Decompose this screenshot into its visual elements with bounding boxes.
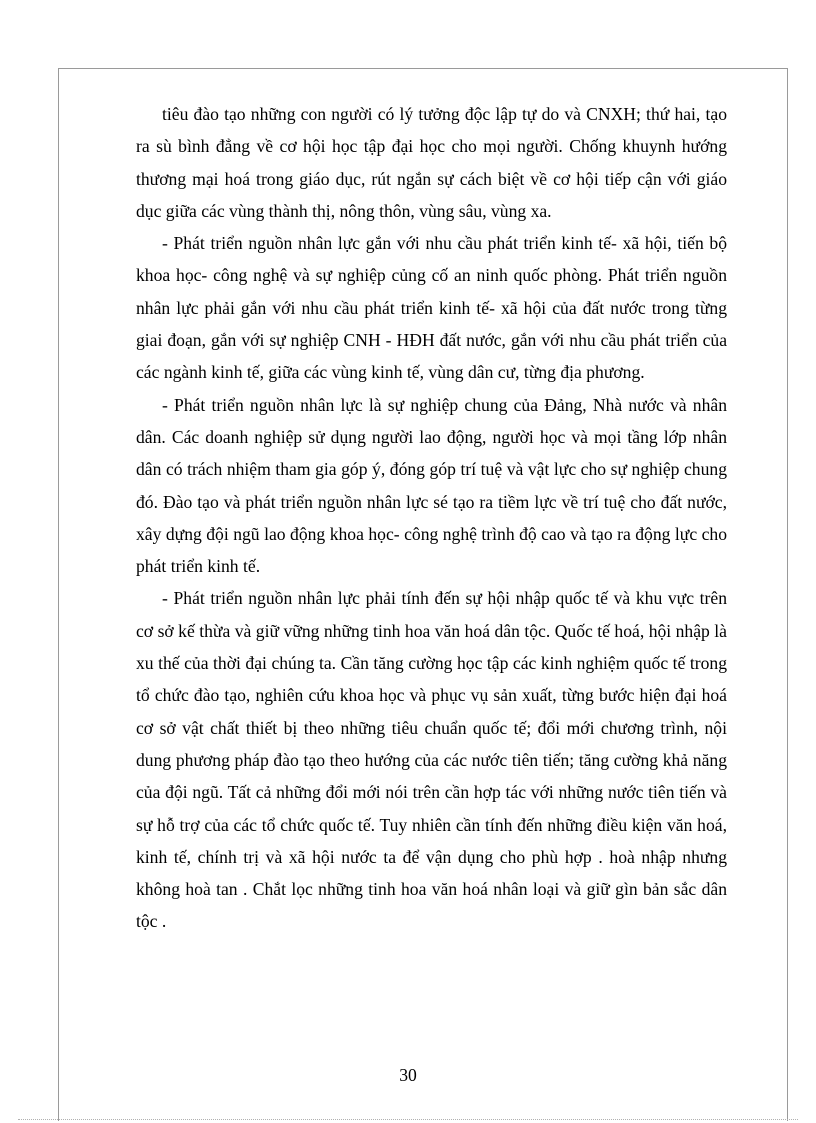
document-body <box>136 98 727 938</box>
paragraph-international-integration: - Phát triển nguồn nhân lực phải tính đến sự hội nhập quốc tế và khu vực trên cơ sở kế thừa và giữ vững những tinh hoa văn hoá dân tộc. Quốc tế hoá, hội nhập là xu thế của thời đại chúng ta. Cần tăng cường học tập các kinh nghiệm quốc tế trong tổ chức đào tạo, nghiên cứu khoa học và phục vụ sản xuất, từng bước hiện đại hoá cơ sở vật chất thiết bị theo những tiêu chuẩn quốc tế; đổi mới chương trình, nội dung phương pháp đào tạo theo hướng của các nước tiên tiến; tăng cường khả năng của đội ngũ. Tất cả những đổi mới nói trên cần hợp tác với những nước tiên tiến và sự hỗ trợ của các tổ chức quốc tế. Tuy nhiên cần tính đến những điều kiện văn hoá, kinh tế, chính trị và xã hội nước ta để vận dụng cho phù hợp . hoà nhập nhưng không hoà tan . Chắt lọc những tinh hoa văn hoá nhân loại và giữ gìn bản sắc dân tộc . <box>136 588 727 932</box>
paragraph-shared-responsibility: - Phát triển nguồn nhân lực là sự nghiệp chung của Đảng, Nhà nước và nhân dân. Các doanh nghiệp sử dụng người lao động, người học và mọi tầng lớp nhân dân có trách nhiệm tham gia góp ý, đóng góp trí tuệ và vật lực cho sự nghiệp chung đó. Đào tạo và phát triển nguồn nhân lực sé tạo ra tiềm lực về trí tuệ cho đất nước, xây dựng đội ngũ lao động khoa học- công nghệ trình độ cao và tạo ra động lực cho phát triển kinh tế. <box>136 394 727 577</box>
page-number: 30 <box>399 1065 417 1085</box>
paragraph-workforce-development: - Phát triển nguồn nhân lực gắn với nhu cầu phát triển kinh tế- xã hội, tiến bộ khoa học- công nghệ và sự nghiệp củng cố an ninh quốc phòng. Phát triển nguồn nhân lực phải gắn với nhu cầu phát triển kinh tế- xã hội của đất nước trong từng giai đoạn, gắn với sự nghiệp CNH - HĐH đất nước, gắn với nhu cầu phát triển của các ngành kinh tế, giữa các vùng kinh tế, vùng dân cư, từng địa phương. <box>136 233 727 383</box>
page-bottom-divider <box>18 1119 798 1120</box>
paragraph-continuation: tiêu đào tạo những con người có lý tưởng độc lập tự do và CNXH; thứ hai, tạo ra sù bình đẳng về cơ hội học tập đại học cho mọi người. Chống khuynh hướng thương mại hoá trong giáo dục, rút ngắn sự cách biệt về cơ hội tiếp cận với giáo dục giữa các vùng thành thị, nông thôn, vùng sâu, vùng xa. <box>136 104 727 221</box>
